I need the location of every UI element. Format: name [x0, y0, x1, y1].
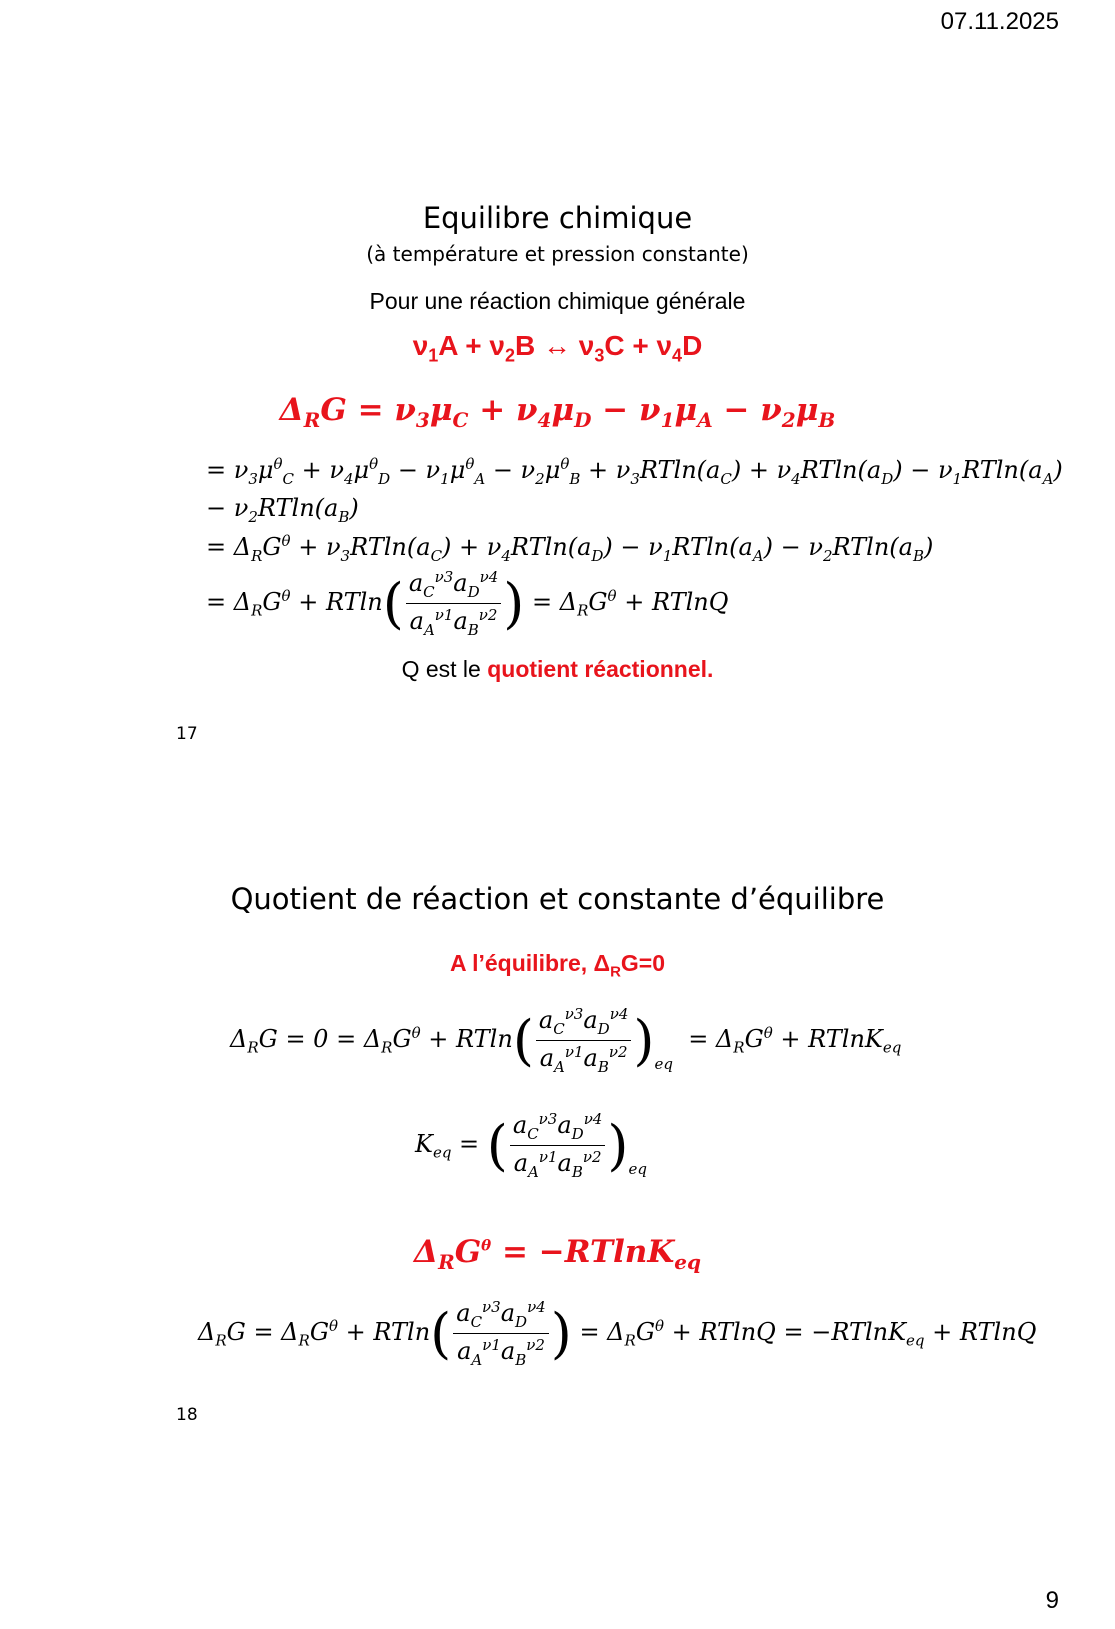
- slide-number: 18: [176, 1405, 198, 1425]
- equilibrium-equation: $\Delta_RG = 0 = \Delta_RG^\theta + RTln$( $\frac{a_C^{\nu 3}a_D^{\nu 4}}{a_A^{\nu 1}a_B^{\nu 2}}$ )$_{eq} = \Delta_RG^\theta + RTlnK_{eq}$: [230, 1005, 902, 1076]
- slide-number: 17: [176, 724, 198, 744]
- standard-gibbs-relation: $\Delta_RG^\theta = -RTlnK_{eq}$: [414, 1234, 701, 1275]
- slide-subtitle: (à température et pression constante): [366, 242, 749, 266]
- reaction-equation: $\nu_1A + \nu_2B$ ↔ $\nu_3C + \nu_4D$: [412, 330, 703, 366]
- intro-text: Pour une réaction chimique générale: [369, 288, 746, 314]
- page-number: 9: [1045, 1587, 1059, 1614]
- slide-title: Quotient de réaction et constante d’équilibre: [230, 882, 885, 916]
- slide-title: Equilibre chimique: [422, 201, 693, 235]
- gibbs-equation-main: $\Delta_RG = \nu_3\mu_C + \nu_4\mu_D - \nu_1\mu_A - \nu_2\mu_B$: [279, 392, 836, 433]
- derivation-line-2: − $\nu_2RTln(a_B)$: [206, 494, 359, 526]
- derivation-line-1: = $\nu_3\mu^\theta_C + \nu_4\mu^\theta_D - \nu_1\mu^\theta_A - \nu_2\mu^\theta_B + \nu_3RTln(a_C) + \nu_4RTln(a_D) - \nu_1RTln(a_A)$: [206, 455, 1063, 488]
- equilibrium-condition: A l’équilibre, $\Delta_RG=0$: [449, 950, 666, 981]
- keq-definition: $K_{eq}$ = ( $\frac{a_C^{\nu 3}a_D^{\nu 4}}{a_A^{\nu 1}a_B^{\nu 2}}$ )$_{eq}$: [415, 1110, 647, 1181]
- gibbs-quotient-relation: $\Delta_RG = \Delta_RG^\theta + RTln$( $\frac{a_C^{\nu 3}a_D^{\nu 4}}{a_A^{\nu 1}a_B^{\nu 2}}$ ) = $\Delta_RG^\theta + RTlnQ = -RTlnK_{eq} + RTlnQ$: [198, 1298, 1037, 1369]
- derivation-line-3: = $\Delta_RG^\theta + \nu_3RTln(a_C) + \nu_4RTln(a_D) - \nu_1RTln(a_A) - \nu_2RTln(a_B)$: [206, 532, 934, 565]
- print-date: 07.11.2025: [940, 8, 1059, 35]
- quotient-definition: Q est le quotient réactionnel.: [401, 656, 714, 682]
- derivation-line-4: = $\Delta_RG^\theta + RTln$( $\frac{a_C^{\nu 3}a_D^{\nu 4}}{a_A^{\nu 1}a_B^{\nu 2}}$ ) = $\Delta_RG^\theta + RTlnQ$: [206, 568, 729, 639]
